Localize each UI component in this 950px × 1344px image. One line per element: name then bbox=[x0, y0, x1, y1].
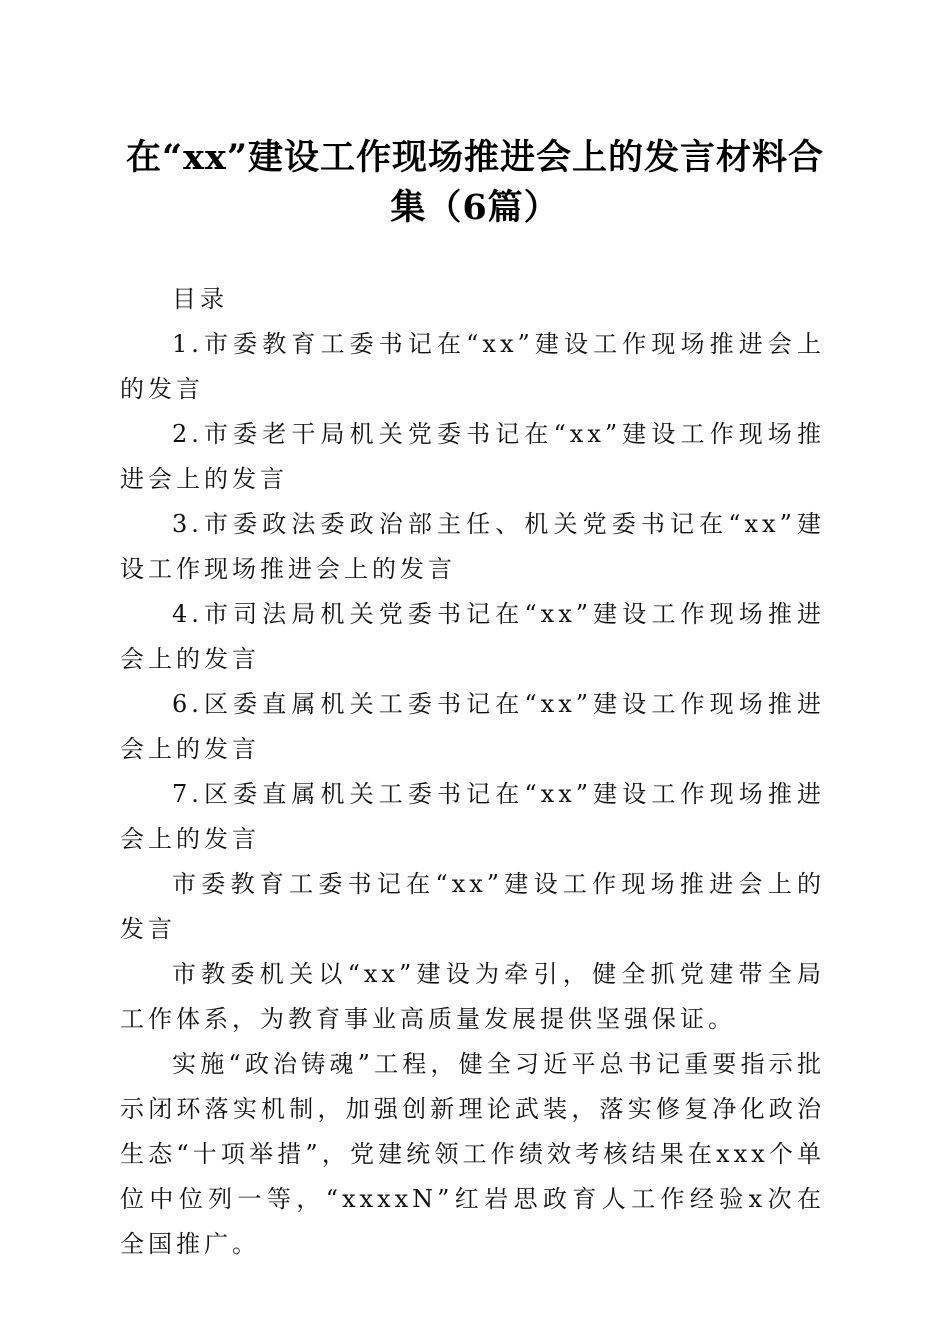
body-paragraph: 市教委机关以“xx”建设为牵引，健全抓党建带全局工作体系，为教育事业高质量发展提供坚强保证。 bbox=[120, 960, 825, 1033]
toc-item: 7.区委直属机关工委书记在“xx”建设工作现场推进会上的发言 bbox=[120, 780, 825, 853]
toc-item: 3.市委政法委政治部主任、机关党委书记在“xx”建设工作现场推进会上的发言 bbox=[120, 510, 825, 583]
toc-heading: 目录 bbox=[172, 285, 228, 313]
document-title: 在“xx”建设工作现场推进会上的发言材料合集（6篇） bbox=[126, 137, 824, 228]
body-paragraph: 实施“政治铸魂”工程，健全习近平总书记重要指示批示闭环落实机制，加强创新理论武装，落实修复净化政治生态“十项举措”，党建统领工作绩效考核结果在xxx个单位中位列一等，“xxxxN”红岩思政育人工作经验x次在全国推广。 bbox=[120, 1050, 825, 1258]
toc-item: 1.市委教育工委书记在“xx”建设工作现场推进会上的发言 bbox=[120, 330, 825, 403]
section-heading: 市委教育工委书记在“xx”建设工作现场推进会上的发言 bbox=[120, 870, 825, 943]
toc-item: 6.区委直属机关工委书记在“xx”建设工作现场推进会上的发言 bbox=[120, 690, 825, 763]
toc-item: 2.市委老干局机关党委书记在“xx”建设工作现场推进会上的发言 bbox=[120, 420, 825, 493]
document-body bbox=[120, 277, 825, 1267]
toc-item: 4.市司法局机关党委书记在“xx”建设工作现场推进会上的发言 bbox=[120, 600, 825, 673]
